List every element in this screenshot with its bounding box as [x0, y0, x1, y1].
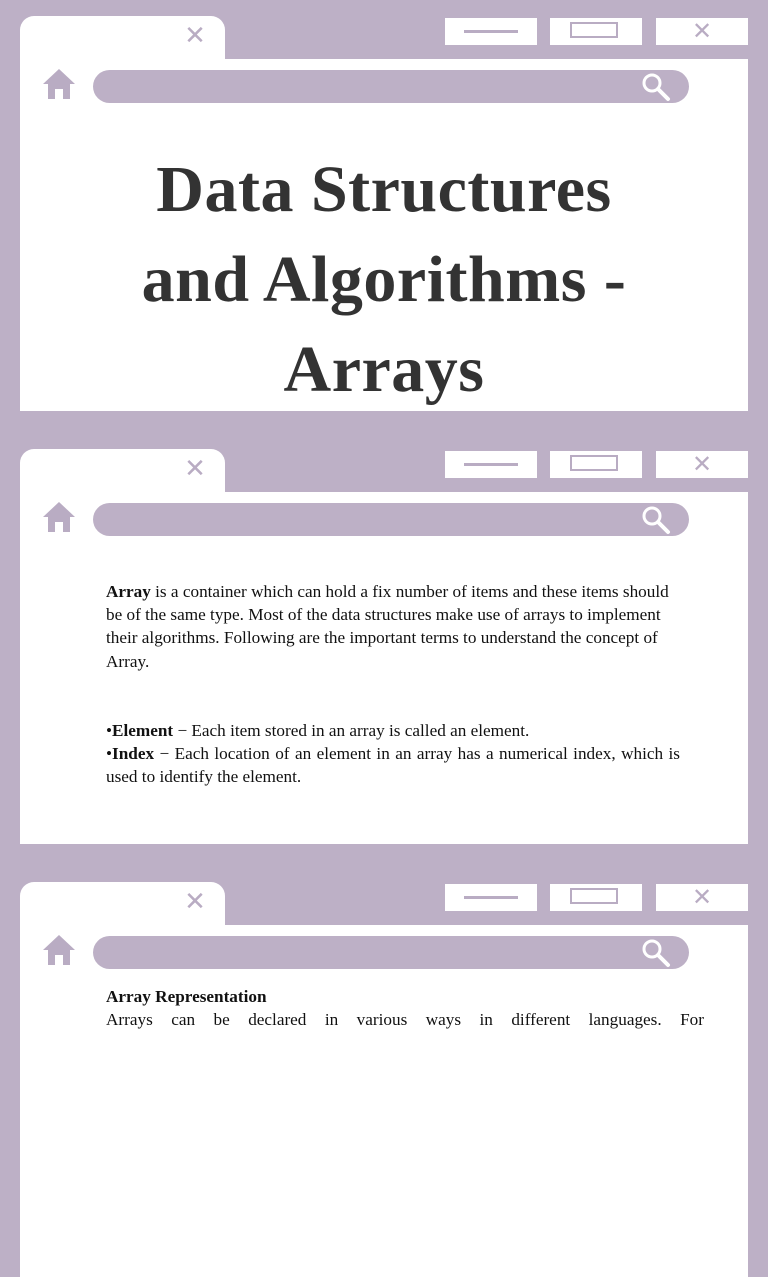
search-icon[interactable] [641, 938, 671, 968]
home-icon[interactable] [42, 934, 76, 966]
intro-paragraph [106, 580, 680, 673]
address-bar[interactable] [93, 936, 689, 969]
browser-panel [20, 492, 748, 844]
minimize-icon [464, 463, 518, 466]
address-bar[interactable] [93, 503, 689, 536]
minimize-button[interactable] [445, 451, 537, 478]
title-line: Arrays [283, 333, 485, 406]
slide-2 [0, 449, 768, 844]
term: Index [112, 744, 155, 764]
term: Array [106, 582, 151, 601]
maximize-button[interactable] [550, 451, 642, 478]
maximize-icon [570, 455, 618, 471]
tab-close-icon[interactable]: ✕ [184, 454, 206, 484]
minimize-icon [464, 30, 518, 33]
bullet-icon: • [106, 744, 113, 764]
bullet-text: − Each item stored in an array is called an element. [173, 720, 530, 740]
home-icon[interactable] [42, 68, 76, 100]
term: Element [112, 720, 174, 740]
slide-1 [0, 16, 768, 411]
maximize-button[interactable] [550, 18, 642, 45]
slide-body [106, 580, 680, 788]
paragraph: Arrays can be declared in various ways in different languages. For [106, 1010, 704, 1030]
bullet-text: − Each location of an element in an array has a numerical index, which is used to identify the element. [106, 744, 680, 787]
browser-panel [20, 925, 748, 1277]
tab-close-icon[interactable]: ✕ [184, 887, 206, 917]
search-icon[interactable] [641, 72, 671, 102]
tab-close-icon[interactable]: ✕ [184, 21, 206, 51]
slide-3 [0, 882, 768, 1277]
paragraph-text: is a container which can hold a fix number of items and these items should be of the same type. Most of the data structures make use of arrays to implement their algorithms. Following are the important terms to understand the concept of Array. [106, 582, 669, 671]
home-icon[interactable] [42, 501, 76, 533]
maximize-icon [570, 22, 618, 38]
browser-panel [20, 59, 748, 411]
bullet-item [106, 719, 680, 742]
window-close-button[interactable] [656, 451, 748, 478]
address-bar[interactable] [93, 70, 689, 103]
maximize-button[interactable] [550, 884, 642, 911]
section-heading [106, 985, 704, 1008]
window-close-button[interactable] [656, 884, 748, 911]
maximize-icon [570, 888, 618, 904]
page-title [20, 145, 748, 415]
window-close-button[interactable] [656, 18, 748, 45]
heading-text: Array Representation [106, 987, 267, 1006]
bullet-icon: • [106, 720, 113, 740]
minimize-button[interactable] [445, 884, 537, 911]
slide-body [106, 985, 704, 1031]
bullet-item [106, 742, 680, 788]
title-line: and Algorithms - [141, 243, 627, 316]
title-line: Data Structures [156, 153, 612, 226]
close-icon: ✕ [691, 450, 713, 478]
search-icon[interactable] [641, 505, 671, 535]
minimize-icon [464, 896, 518, 899]
close-icon: ✕ [691, 883, 713, 911]
close-icon: ✕ [691, 17, 713, 45]
minimize-button[interactable] [445, 18, 537, 45]
